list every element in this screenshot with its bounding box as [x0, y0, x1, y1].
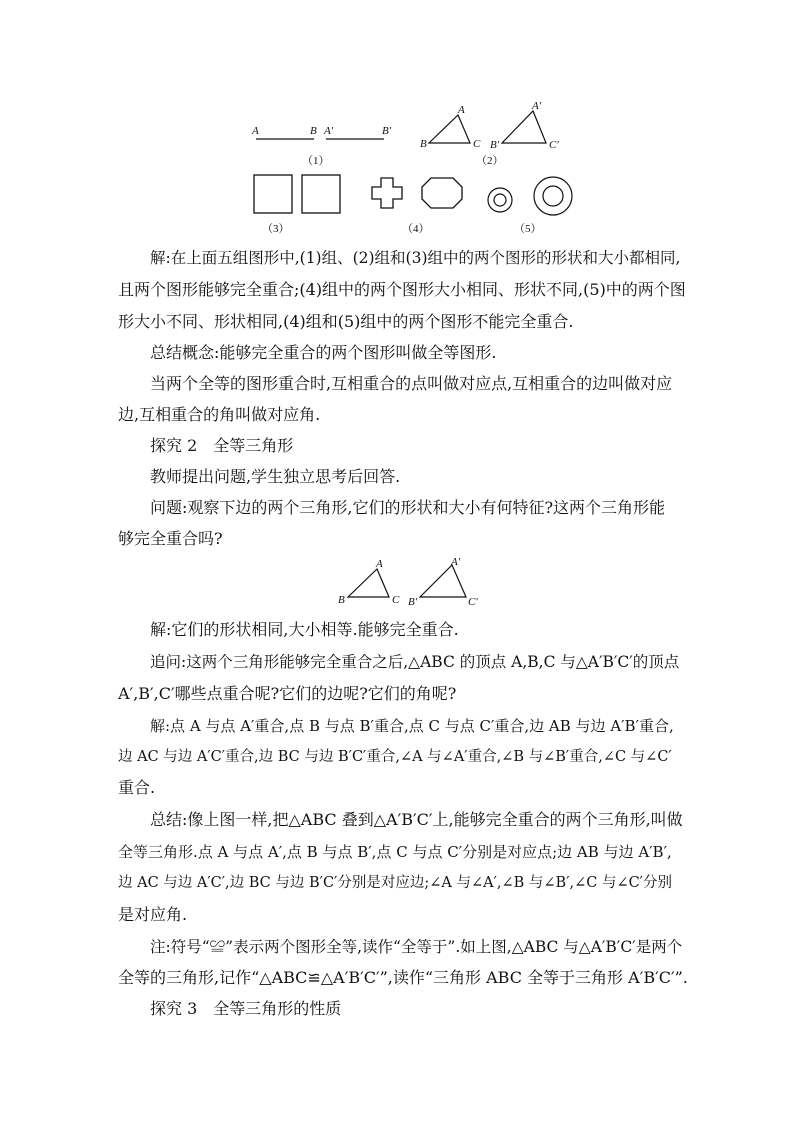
text-line: 全等的三角形,记作“△ABC≌△A′B′C′”,读作“三角形 ABC 全等于三角形 A′B′C′”.: [118, 968, 688, 987]
text-line: 解:它们的形状相同,大小相等.能够完全重合.: [150, 620, 459, 639]
triangle-a-prime-b-prime-c-prime: [420, 565, 466, 597]
figure-congruent-triangles: [334, 556, 484, 612]
label-c-prime: C′: [468, 596, 478, 608]
label-tri-a-prime: A′: [532, 100, 542, 112]
triangle-a-prime-b-prime-c-prime: [502, 111, 546, 143]
text-line: 当两个全等的图形重合时,互相重合的点叫做对应点,互相重合的边叫做对应: [150, 374, 673, 393]
octagon-shape: [422, 178, 462, 208]
triangle-abc: [429, 115, 470, 143]
text-line: A′,B′,C′哪些点重合呢?它们的边呢?它们的角呢?: [118, 684, 457, 703]
label-tri-c-prime: C′: [549, 139, 559, 151]
label-group-4: （4）: [402, 223, 430, 235]
square-left: [254, 175, 292, 213]
text-line: 重合.: [118, 778, 156, 797]
text-line: 全等三角形.点 A 与点 A′,点 B 与点 B′,点 C 与点 C′分别是对应点;边 AB 与边 A′B′,: [118, 843, 672, 861]
ring-large-inner: [543, 186, 563, 206]
text-line: 边 AC 与边 A′C′重合,边 BC 与边 B′C′重合,∠A 与∠A′重合,∠B 与∠B′重合,∠C 与∠C′: [118, 749, 672, 765]
text-line: 解:点 A 与点 A′重合,点 B 与点 B′重合,点 C 与点 C′重合,边 AB 与边 A′B′重合,: [150, 717, 674, 735]
label-tri-b-prime: B′: [490, 139, 500, 151]
figure-five-groups: [240, 98, 580, 238]
ring-large-outer: [534, 177, 572, 215]
label-b-prime: B′: [408, 596, 418, 608]
label-b: B: [338, 594, 345, 606]
label-a-prime: A′: [451, 556, 461, 568]
text-line: 且两个图形能够完全重合;(4)组中的两个图形大小相同、形状不同,(5)中的两个图: [118, 280, 686, 299]
text-line: 教师提出问题,学生独立思考后回答.: [150, 467, 401, 486]
label-c: C: [392, 594, 400, 606]
text-line: 问题:观察下边的两个三角形,它们的形状和大小有何特征?这两个三角形能: [150, 498, 666, 517]
text-line: 总结:像上图一样,把△ABC 叠到△A′B′C′上,能够完全重合的两个三角形,叫做: [150, 810, 683, 829]
text-line: 够完全重合吗?: [118, 529, 223, 548]
label-group-2: （2）: [476, 155, 504, 167]
text-line: 总结概念:能够完全重合的两个图形叫做全等图形.: [150, 343, 497, 362]
text-line: 边,互相重合的角叫做对应角.: [118, 405, 321, 424]
text-line: 边 AC 与边 A′C′,边 BC 与边 B′C′分别是对应边;∠A 与∠A′,∠B 与∠B′,∠C 与∠C′分别: [118, 875, 672, 891]
label-seg-a-prime: A′: [324, 125, 334, 137]
label-seg-a: A: [252, 125, 259, 137]
label-seg-b-prime: B′: [382, 125, 392, 137]
label-group-5: （5）: [514, 223, 542, 235]
triangle-abc: [348, 569, 389, 597]
label-a: A: [376, 558, 383, 570]
text-line: 追问:这两个三角形能够完全重合之后,△ABC 的顶点 A,B,C 与△A′B′C′的顶点: [150, 653, 680, 671]
text-line: 是对应角.: [118, 905, 188, 924]
ring-small-outer: [488, 188, 512, 212]
section-heading-2: 探究 2 全等三角形: [150, 436, 294, 455]
label-group-3: （3）: [262, 223, 290, 235]
text-line: 形大小不同、形状相同,(4)组和(5)组中的两个图形不能完全重合.: [118, 312, 574, 331]
label-tri-b: B: [420, 138, 427, 150]
label-group-1: （1）: [302, 155, 330, 167]
label-seg-b: B: [310, 125, 317, 137]
ring-small-inner: [494, 194, 506, 206]
text-line: 解:在上面五组图形中,(1)组、(2)组和(3)组中的两个图形的形状和大小都相同,: [150, 249, 681, 267]
label-tri-c: C: [473, 138, 481, 150]
text-line: 注:符号“≌”表示两个图形全等,读作“全等于”.如上图,△ABC 与△A′B′C′是两个: [150, 938, 683, 956]
cross-shape: [372, 178, 402, 208]
section-heading-3: 探究 3 全等三角形的性质: [150, 999, 342, 1018]
label-tri-a: A: [458, 104, 465, 116]
square-right: [302, 175, 340, 213]
